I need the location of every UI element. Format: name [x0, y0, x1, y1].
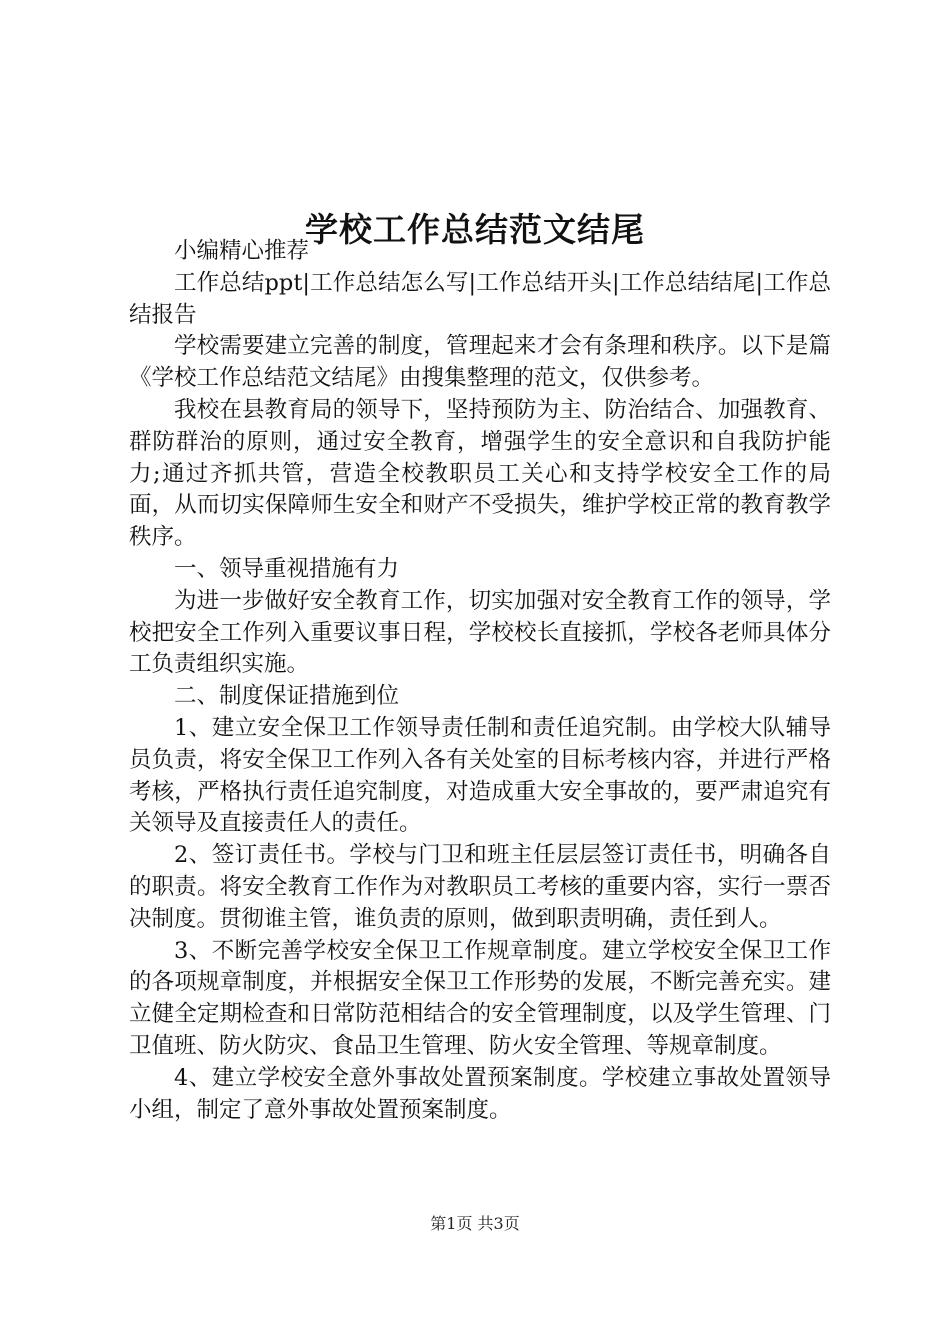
paragraph-item-3: 3、不断完善学校安全保卫工作规章制度。建立学校安全保卫工作的各项规章制度，并根据安全保卫工作形势的发展，不断完善充实。建立健全定期检查和日常防范相结合的安全管理制度，以及学生管理、门卫值班、防火防灾、食品卫生管理、防火安全管理、等规章制度。	[129, 937, 831, 1059]
page-number-footer: 第1页 共3页	[430, 1214, 520, 1233]
paragraph-overview: 我校在县教育局的领导下，坚持预防为主、防治结合、加强教育、群防群治的原则，通过安全教育，增强学生的安全意识和自我防护能力;通过齐抓共管，营造全校教职员工关心和支持学校安全工作的局面，从而切实保障师生安全和财产不受损失，维护学校正常的教育教学秩序。	[129, 396, 831, 551]
document-title: 学校工作总结范文结尾	[305, 210, 645, 250]
paragraph-related-links: 工作总结ppt|工作总结怎么写|工作总结开头|工作总结结尾|工作总结报告	[129, 269, 831, 328]
paragraph-item-2: 2、签订责任书。学校与门卫和班主任层层签订责任书，明确各自的职责。将安全教育工作作为对教职员工考核的重要内容，实行一票否决制度。贯彻谁主管，谁负责的原则，做到职责明确，责任到人。	[129, 842, 831, 932]
document-body	[129, 236, 831, 1126]
paragraph-item-4: 4、建立学校安全意外事故处置预案制度。学校建立事故处置领导小组，制定了意外事故处置预案制度。	[129, 1064, 831, 1123]
section-heading-2: 二、制度保证措施到位	[174, 683, 400, 710]
section-heading-1: 一、领导重视措施有力	[174, 555, 400, 582]
paragraph-intro: 学校需要建立完善的制度，管理起来才会有条理和秩序。以下是篇《学校工作总结范文结尾》由搜集整理的范文，仅供参考。	[129, 333, 831, 392]
paragraph-section-1: 为进一步做好安全教育工作，切实加强对安全教育工作的领导，学校把安全工作列入重要议事日程，学校校长直接抓，学校各老师具体分工负责组织实施。	[129, 587, 831, 678]
paragraph-item-1: 1、建立安全保卫工作领导责任制和责任追究制。由学校大队辅导员负责，将安全保卫工作列入各有关处室的目标考核内容，并进行严格考核，严格执行责任追究制度，对造成重大安全事故的，要严肃追究有关领导及直接责任人的责任。	[129, 714, 831, 837]
paragraph-recommend: 小编精心推荐	[174, 238, 310, 264]
